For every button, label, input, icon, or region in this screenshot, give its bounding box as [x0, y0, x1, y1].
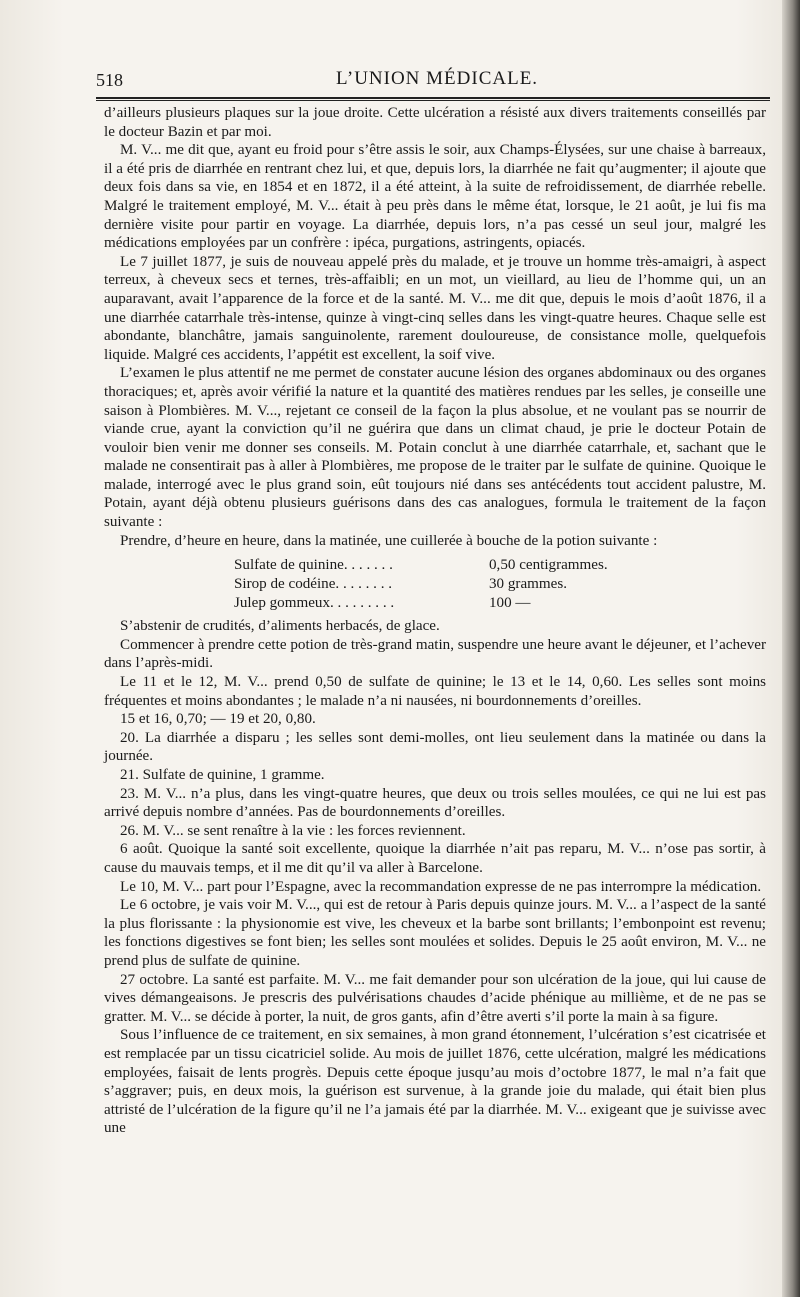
paragraph-group-1 [104, 104, 766, 550]
formula-row [234, 594, 654, 613]
paragraph: 26. M. V... se sent renaître à la vie : les forces reviennent. [120, 822, 466, 839]
page-number: 518 [96, 70, 123, 90]
paragraph: Le 7 juillet 1877, je suis de nouveau appelé près du malade, et je trouve un homme très-amaigri, à aspect terreux, à cheveux secs et ternes, très-affaibli; en un mot, un vieillard, au lieu de l’homme qui, un an auparavant, avait l’apparence de la force et de la santé. M. V... me dit que, depuis le mois d’août 1876, il a une diarrhée catarrhale très-intense, quinze à vingt-cinq selles dans les vingt-quatre heures. Chaque selle est abondante, blanchâtre, jamais sanguinolente, rarement douloureuse, de consistance molle, quelquefois liquide. Malgré ces accidents, l’appétit est excellent, la soif vive. [104, 253, 766, 363]
prescription-formula [234, 556, 654, 613]
paragraph: Sous l’influence de ce traitement, en six semaines, à mon grand étonnement, l’ulcération s’est cicatrisée et est remplacée par un tissu cicatriciel solide. Au mois de juillet 1876, cette ulcération, malgré les médications employées, faisait de lents progrès. Depuis cette époque jusqu’au mois d’octobre 1877, le mal n’a fait que s’aggraver; puis, en deux mois, la guérison est survenue, à la grande joie du malade, qui était bien plus attristé de l’ulcération de la figure qu’il ne l’a jamais été par la diarrhée. M. V... exigeant que je suivisse avec une [104, 1027, 766, 1137]
formula-row [234, 575, 654, 594]
header-rule [96, 97, 770, 101]
paragraph: Prendre, d’heure en heure, dans la matinée, une cuillerée à bouche de la potion suivante : [120, 532, 658, 549]
paragraph: L’examen le plus attentif ne me permet de constater aucune lésion des organes abdominaux ou des organes thoraciques; et, après avoir vérifié la nature et la quantité des matières rendues par les selles, je conseille une saison à Plombières. M. V..., rejetant ce conseil de la façon la plus absolue, et ne voulant pas se nourrir de viande crue, ayant la conviction qu’il ne guérira que dans un climat chaud, je prie le docteur Potain de vouloir bien venir me donner ses conseils. M. Potain conclut à une diarrhée catarrhale, et, sachant que le malade ne consentirait pas à aller à Plombières, me propose de le traiter par le sulfate de quinine. Quoique le malade, interrogé avec le plus grand soin, eût toujours nié dans ses antécédents tout accident palustre, M. Potain, ayant déjà obtenu plusieurs guérisons dans des cas analogues, formula le traitement de la façon suivante : [104, 365, 766, 531]
paragraph: S’abstenir de crudités, d’aliments herbacés, de glace. [120, 618, 440, 635]
formula-ingredient: Julep gommeux. . . . . . . . . [234, 595, 395, 612]
paragraph: Le 11 et le 12, M. V... prend 0,50 de sulfate de quinine; le 13 et le 14, 0,60. Les selles sont moins fréquentes et moins abondantes ; le malade n’a ni nausées, ni bourdonnements d’oreilles. [104, 674, 766, 709]
running-title: L’UNION MÉDICALE. [336, 68, 539, 89]
paragraph: Le 6 octobre, je vais voir M. V..., qui est de retour à Paris depuis quinze jours. M. V... a l’aspect de la santé la plus florissante : la physionomie est vive, les cheveux et la barbe sont brillants; l’embonpoint est revenu; les fonctions digestives se font bien; les selles sont moulées et solides. Depuis le 25 août environ, M. V... ne prend plus de sulfate de quinine. [104, 897, 766, 969]
formula-quantity: 100 — [489, 595, 531, 612]
paragraph: 21. Sulfate de quinine, 1 gramme. [120, 767, 325, 783]
paragraph: Le 10, M. V... part pour l’Espagne, avec la recommandation expresse de ne pas interrompre la médication. [120, 878, 762, 895]
formula-quantity: 30 grammes. [489, 576, 567, 593]
page-edge-shadow [782, 0, 800, 1297]
body-text [104, 104, 766, 1138]
formula-ingredient: Sirop de codéine. . . . . . . . [234, 576, 393, 593]
formula-ingredient: Sulfate de quinine. . . . . . . [234, 557, 393, 574]
paragraph: 15 et 16, 0,70; — 19 et 20, 0,80. [120, 711, 316, 728]
paragraph-group-2 [104, 617, 766, 1138]
paragraph: 23. M. V... n’a plus, dans les vingt-quatre heures, que deux ou trois selles moulées, ce qui ne lui est pas arrivé depuis nombre d’années. Pas de bourdonnements d’oreilles. [104, 785, 766, 821]
paragraph: 20. La diarrhée a disparu ; les selles sont demi-molles, ont lieu seulement dans la matinée ou dans la journée. [104, 729, 766, 765]
paragraph: Commencer à prendre cette potion de très-grand matin, suspendre une heure avant le déjeuner, et l’achever dans l’après-midi. [104, 636, 766, 672]
paragraph: 6 août. Quoique la santé soit excellente, quoique la diarrhée n’ait pas reparu, M. V... n’ose pas sortir, à cause du mauvais temps, et il me dit qu’il va aller à Barcelone. [104, 841, 766, 876]
paragraph: M. V... me dit que, ayant eu froid pour s’être assis le soir, aux Champs-Élysées, sur une chaise à barreaux, il a été pris de diarrhée en rentrant chez lui, et que, depuis lors, la diarrhée ne fait qu’augmenter; il ajoute que deux fois dans sa vie, en 1854 et en 1872, il a été atteint, à la suite de refroidissement, de diarrhée rebelle. Malgré le traitement employé, M. V... était à peu près dans le même état, lorsque, le 21 août, je lui fis ma dernière visite pour partir en voyage. La diarrhée, depuis lors, n’a pas cessé un seul jour, malgré les médications employées par un confrère : ipéca, purgations, astringents, opiacés. [104, 142, 766, 252]
formula-row [234, 556, 654, 575]
page-header [96, 62, 766, 92]
paragraph: d’ailleurs plusieurs plaques sur la joue droite. Cette ulcération a résisté aux divers traitements conseillés par le docteur Bazin et par moi. [104, 105, 766, 140]
formula-quantity: 0,50 centigrammes. [489, 557, 608, 574]
paragraph: 27 octobre. La santé est parfaite. M. V... me fait demander pour son ulcération de la joue, qui lui cause de vives démangeaisons. Je prescris des pulvérisations chaudes d’acide phénique au millième, et de ne pas se gratter. M. V... se décide à porter, la nuit, de gros gants, afin d’être averti s’il porte la main à sa figure. [104, 971, 766, 1025]
